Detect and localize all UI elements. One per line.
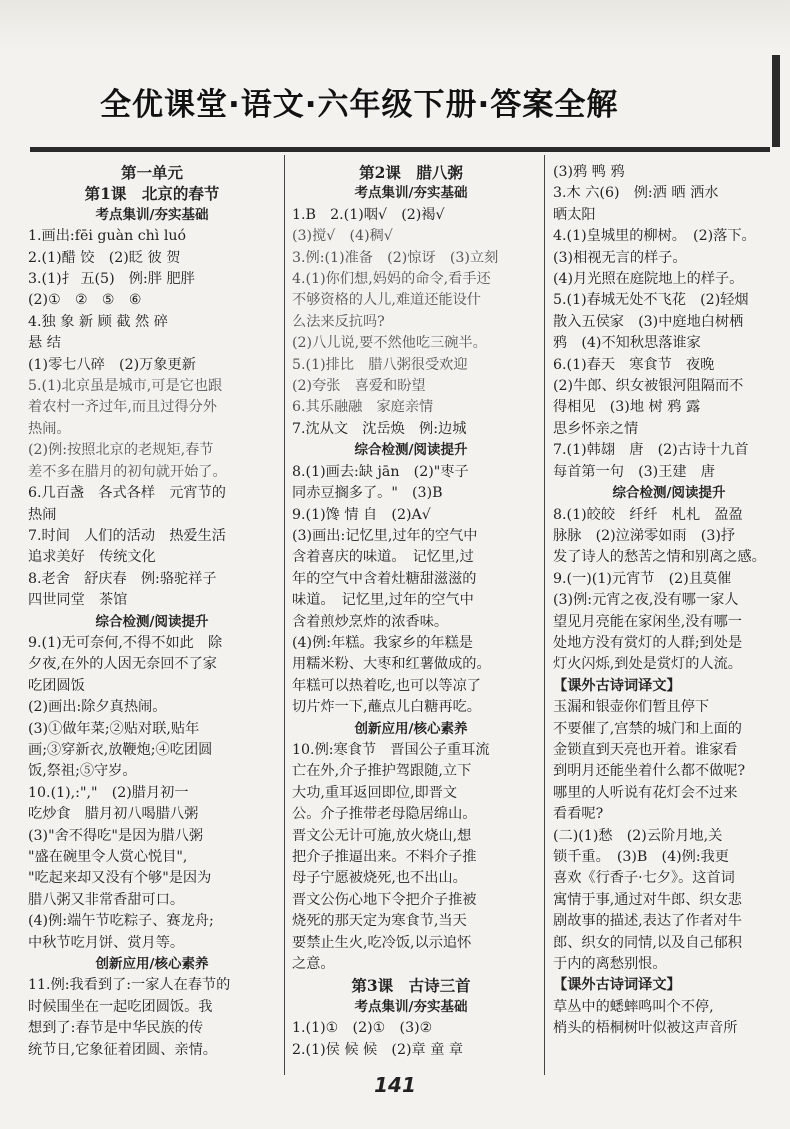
answer-line: 2.(1)侯 候 候 (2)章 童 章 (292, 1041, 464, 1058)
answer-line: 每首第一句 (3)王建 唐 (553, 463, 715, 480)
answer-line: 灯火闪烁,到处是赏灯的人流。 (553, 656, 742, 673)
answer-line: 要禁止生火,吃冷饭,以示追怀 (292, 934, 472, 951)
answer-line: 7.(1)韩翃 唐 (2)古诗十九首 (553, 442, 749, 459)
answer-line: 综合检测/阅读提升 (95, 613, 209, 630)
answer-line: 于内的离愁别恨。 (553, 956, 667, 973)
answer-line: 大功,重耳返回即位,即晋文 (292, 784, 458, 801)
answer-line: 创新应用/核心素养 (354, 720, 468, 737)
answer-line: 饭,祭祖;⑤守岁。 (28, 763, 137, 780)
answer-line: (3)例:元宵之夜,没有哪一家人 (553, 592, 739, 609)
answer-line: 5.(1)春城无处不飞花 (2)轻烟 (553, 292, 749, 309)
answer-line: 悬 结 (28, 335, 61, 352)
answer-line: 考点集训/夯实基础 (95, 206, 209, 223)
answer-line: 4.独 象 新 顾 截 然 碎 (28, 313, 168, 330)
answer-line: 散入五侯家 (3)中庭地白树栖 (553, 313, 744, 330)
answer-line: 梢头的梧桐树叶似被这声音所 (553, 1020, 738, 1037)
answer-line: (4)月光照在庭院地上的样子。 (553, 271, 744, 288)
answer-line: 第1课 北京的春节 (84, 184, 220, 204)
column-divider (544, 155, 545, 1075)
answer-line: 吃团圆饭 (28, 677, 85, 694)
top-shadow (0, 0, 790, 50)
answer-line: "盛在碗里令人赏心悦目", (28, 849, 188, 865)
answer-line: 不要催了,宫禁的城门和上面的 (553, 720, 742, 737)
answer-line: 同赤豆搁多了。" (3)B (292, 485, 443, 502)
answer-line: 【课外古诗词译文】 (553, 977, 681, 994)
answer-line: 5.(1)排比 腊八粥很受欢迎 (292, 356, 468, 373)
answer-line: 把介子推逼出来。不料介子推 (292, 849, 477, 865)
answer-line: 喜欢《行香子·七夕》。这首词 (553, 870, 735, 887)
answer-line: 鸦 (4)不知秋思落谁家 (553, 335, 701, 352)
answer-line: 综合检测/阅读提升 (612, 485, 726, 502)
answer-line: 9.(1)无可奈何,不得不如此 除 (28, 634, 223, 651)
answer-line: 10.例:寒食节 晋国公子重耳流 (292, 741, 490, 758)
answer-line: 思乡怀亲之情 (553, 420, 639, 437)
answer-line: 1.B 2.(1)咽√ (2)褐√ (292, 206, 445, 223)
answer-line: (2)例:按照北京的老规矩,春节 (28, 442, 214, 459)
answer-line: (2)牛郎、织女被银河阻隔而不 (553, 378, 744, 395)
answer-line: 用糯米粉、大枣和红薯做成的。 (292, 656, 491, 673)
answer-line: 4.(1)皇城里的柳树。 (2)落下。 (553, 228, 756, 245)
answer-line: 追求美好 传统文化 (28, 549, 156, 566)
answer-line: 画;③穿新衣,放鞭炮;④吃团圆 (28, 741, 213, 758)
answer-line: 切片炸一下,蘸点儿白糖再吃。 (292, 699, 481, 716)
answer-column-2 (292, 162, 530, 1061)
column-divider (284, 155, 285, 1075)
answer-line: (4)例:年糕。我家乡的年糕是 (292, 634, 473, 651)
answer-line: 热闹。 (28, 420, 71, 437)
answer-line: 寓情于事,通过对牛郎、织女悲 (553, 891, 742, 908)
answer-line: (2)八儿说,要不然他吃三碗半。 (292, 335, 487, 352)
answer-line: 望见月亮能在家闲坐,没有哪一 (553, 613, 742, 630)
answer-line: 到明月还能坐着什么都不做呢? (553, 763, 746, 780)
answer-line: 第2课 腊八粥 (359, 163, 463, 182)
answer-line: (3)搅√ (4)稠√ (292, 228, 393, 245)
answer-line: 时候围坐在一起吃团圆饭。我 (28, 998, 213, 1015)
answer-line: 9.(一)(1)元宵节 (2)且莫催 (553, 570, 732, 587)
answer-line: (4)例:端午节吃粽子、赛龙舟; (28, 913, 214, 930)
answer-line: (2)① ② ⑤ ⑥ (28, 292, 142, 309)
answer-line: 含着煎炒烹炸的浓香味。 (292, 613, 449, 630)
answer-line: 第3课 古诗三首 (351, 976, 471, 996)
answer-line: 锁千重。 (3)B (4)例:我更 (553, 849, 729, 865)
answer-line: 创新应用/核心素养 (95, 956, 209, 973)
answer-line: 脉脉 (2)泣涕零如雨 (3)抒 (553, 527, 736, 544)
page-title: 全优课堂·语文·六年级下册·答案全解 (100, 87, 619, 123)
answer-line: 夕夜,在外的人因无奈回不了家 (28, 656, 217, 673)
answer-line: 剧故事的描述,表达了作者对牛 (553, 913, 742, 930)
answer-line: 6.(1)春天 寒食节 夜晚 (553, 356, 715, 373)
answer-line: 公。介子推带老母隐居绵山。 (292, 806, 477, 823)
answer-line: 6.其乐融融 家庭亲情 (292, 399, 434, 416)
answer-line: (3)"舍不得吃"是因为腊八粥 (28, 827, 204, 844)
answer-line: 想到了:春节是中华民族的传 (28, 1020, 204, 1037)
answer-line: 差不多在腊月的初旬就开始了。 (28, 463, 227, 480)
answer-line: "吃起来却又没有个够"是因为 (28, 870, 212, 887)
answer-line: 腊八粥又非常香甜可口。 (28, 891, 185, 908)
answer-line: 烧死的那天定为寒食节,当天 (292, 913, 467, 930)
header-side-bar (772, 55, 780, 147)
answer-line: 【课外古诗词译文】 (553, 677, 681, 694)
answer-line: (3)①做年菜;②贴对联,贴年 (28, 720, 200, 737)
answer-line: 草丛中的蟋蟀鸣叫个不停, (553, 998, 714, 1015)
answer-line: 7.时间 人们的活动 热爱生活 (28, 527, 226, 544)
answer-line: 3.例:(1)准备 (2)惊讶 (3)立刻 (292, 249, 499, 266)
answer-line: 么法来反抗吗? (292, 313, 385, 330)
answer-line: 9.(1)馋 情 自 (2)A√ (292, 506, 431, 523)
answer-line: 年的空气中含着灶糖甜滋滋的 (292, 570, 477, 587)
answer-line: 发了诗人的愁苦之情和别离之感。 (553, 549, 766, 566)
answer-line: 8.(1)皎皎 纤纤 札札 盈盈 (553, 506, 743, 523)
answer-line: 看看呢? (553, 806, 604, 823)
page-header (30, 55, 770, 152)
answer-line: 6.几百盏 各式各样 元宵节的 (28, 485, 226, 502)
answer-line: 含着喜庆的味道。 记忆里,过 (292, 549, 474, 566)
answer-line: 着农村一齐过年,而且过得分外 (28, 399, 217, 416)
answer-line: 5.(1)北京虽是城市,可是它也跟 (28, 378, 223, 395)
answer-line: 吃炒食 腊月初八喝腊八粥 (28, 806, 199, 823)
answer-line: 1.画出:fēi guàn chì luó (28, 228, 187, 245)
answer-line: 热闹 (28, 506, 57, 523)
answer-line: 母子宁愿被烧死,也不出山。 (292, 870, 467, 887)
answer-line: 考点集训/夯实基础 (354, 998, 468, 1015)
answer-line: 哪里的人听说有花灯会不过来 (553, 784, 738, 801)
answer-line: 4.(1)你们想,妈妈的命令,看手还 (292, 271, 491, 288)
answer-line: 处地方没有赏灯的人群;到处是 (553, 634, 743, 651)
answer-line: 之意。 (292, 956, 335, 973)
answer-line: 四世同堂 茶馆 (28, 592, 128, 609)
answer-line: 统节日,它象征着团圆、亲情。 (28, 1041, 217, 1058)
answer-line: 第一单元 (120, 163, 183, 182)
answer-line: (1)零七八碎 (2)万象更新 (28, 356, 196, 373)
answer-line: (2)画出:除夕真热闹。 (28, 699, 167, 716)
answer-line: 年糕可以热着吃,也可以等凉了 (292, 677, 481, 694)
answer-line: 中秋节吃月饼、赏月等。 (28, 934, 185, 951)
answer-line: 亡在外,介子推护驾跟随,立下 (292, 763, 472, 780)
answer-line: 1.(1)① (2)① (3)② (292, 1020, 433, 1037)
answer-line: (2)夸张 喜爱和盼望 (292, 378, 426, 395)
answer-line: (3)鸦 鸭 鸦 (553, 164, 625, 180)
page-number: 141 (374, 1073, 416, 1097)
answer-line: (3)相视无言的样子。 (553, 249, 687, 266)
answer-line: 综合检测/阅读提升 (354, 442, 468, 459)
answer-line: 玉漏和银壶你们暂且停下 (553, 699, 710, 716)
answer-line: 不够资格的人儿,难道还能设什 (292, 292, 481, 309)
answer-line: 8.(1)画去:缺 jān (2)"枣子 (292, 463, 469, 480)
answer-line: 考点集训/夯实基础 (354, 185, 468, 202)
answer-line: 8.老舍 舒庆春 例:骆驼祥子 (28, 570, 217, 587)
answer-line: 味道。 记忆里,过年的空气中 (292, 592, 474, 609)
answer-line: 得相见 (3)地 树 鸦 露 (553, 399, 701, 416)
answer-line: 郎、织女的同情,以及自己郁积 (553, 934, 742, 951)
answer-line: 晒太阳 (553, 206, 596, 223)
answer-line: 2.(1)醋 饺 (2)眨 彼 贺 (28, 249, 181, 266)
answer-line: 金锁直到天亮也开着。谁家看 (553, 741, 738, 758)
answer-line: (二)(1)愁 (2)云阶月地,关 (553, 827, 723, 844)
answer-line: 10.(1),:"," (2)腊月初一 (28, 784, 189, 801)
answer-column-3 (553, 162, 785, 1040)
answer-line: 晋文公伤心地下令把介子推被 (292, 891, 477, 908)
answer-line: (3)画出:记忆里,过年的空气中 (292, 527, 478, 544)
answer-line: 11.例:我看到了:一家人在春节的 (28, 977, 231, 994)
answer-line: 3.木 六(6) 例:洒 晒 洒水 (553, 185, 719, 202)
answer-line: 7.沈从文 沈岳焕 例:边城 (292, 420, 467, 437)
answer-column-1 (28, 162, 276, 1061)
answer-line: 3.(1)扌 五(5) 例:胖 肥胖 (28, 271, 195, 288)
answer-line: 晋文公无计可施,放火烧山,想 (292, 827, 472, 844)
